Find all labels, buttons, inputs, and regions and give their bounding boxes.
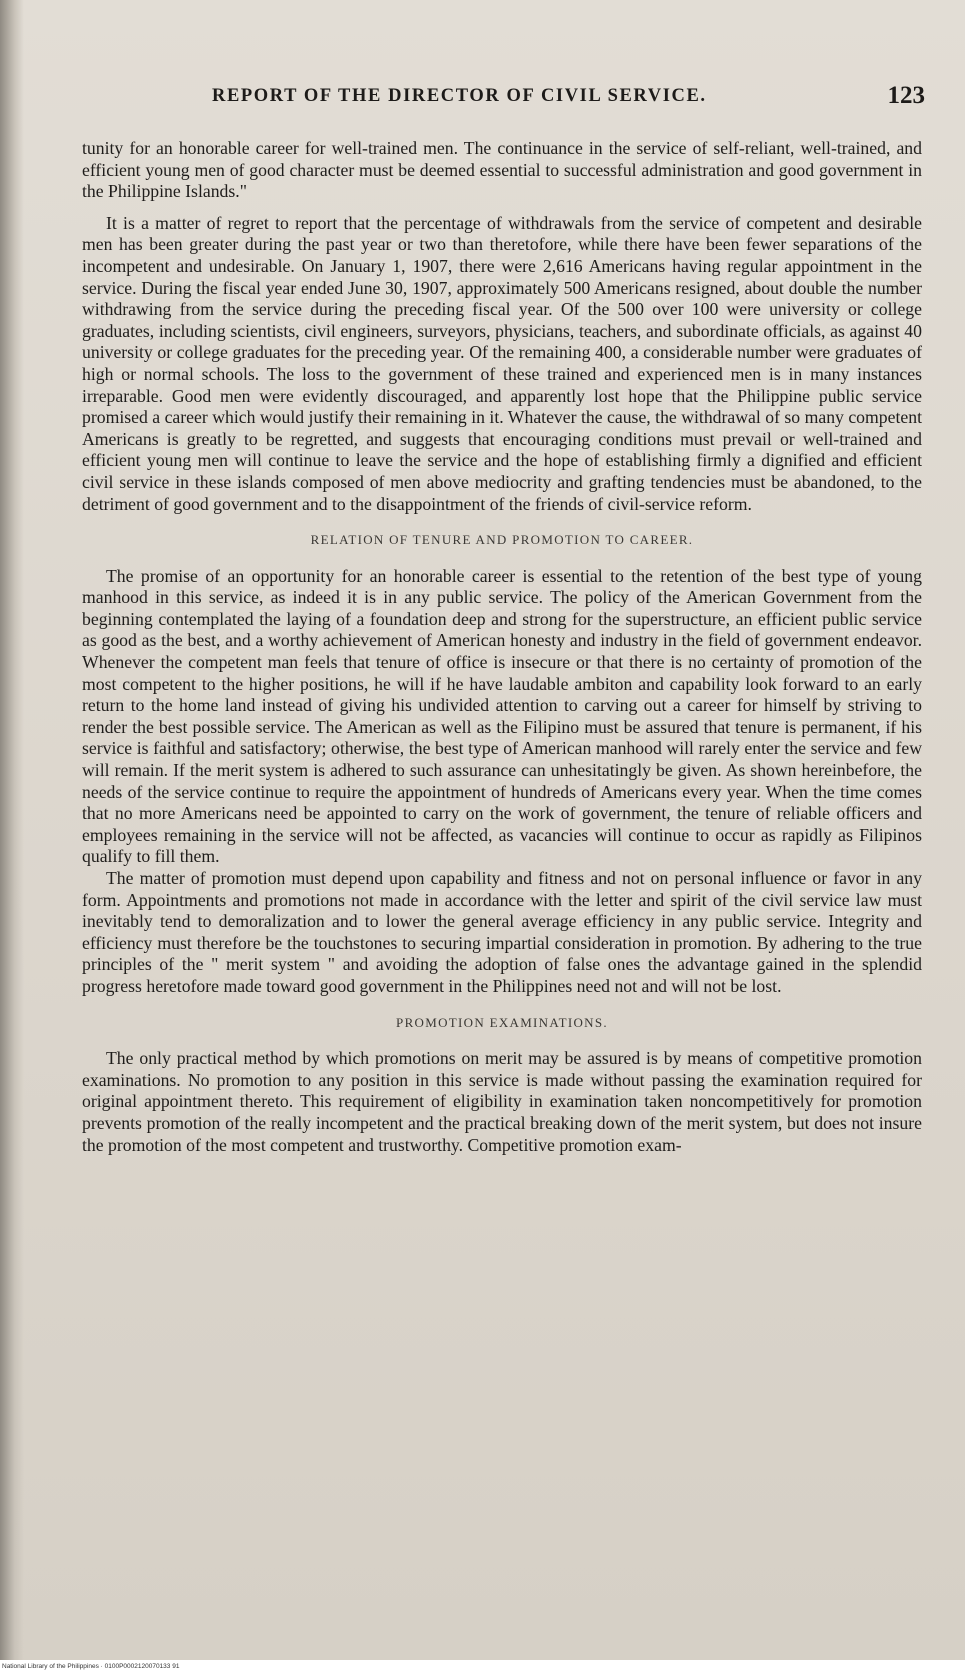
paragraph-examinations: The only practical method by which promotions on merit may be assured is by means of competitive promotion examinations. No promotion to any position in this service is made without passing the examination required for original appointment thereto. This requirement of eligibility in examination taken noncompetitively for promotion prevents promotion of the really incompetent and the practical breaking down of the merit system, but does not insure the promotion of the most competent and trustworthy. Competitive promotion exam- bbox=[82, 1048, 922, 1155]
body-text bbox=[82, 138, 922, 1156]
paragraph-continuation: tunity for an honorable career for well-trained men. The continuance in the service of self-reliant, well-trained, and efficient young men of good character must be deemed essential to successful administration and good government in the Philippine Islands." bbox=[82, 138, 922, 202]
page-number: 123 bbox=[887, 82, 925, 109]
paragraph-promise: The promise of an opportunity for an honorable career is essential to the retention of the best type of young manhood in this service, as indeed it is in any public service. The policy of the American Government from the beginning contemplated the laying of a foundation deep and strong for the superstructure, an efficient public service as good as the best, and a worthy achievement of American honesty and industry in the field of government endeavor. Whenever the competent man feels that tenure of office is insecure or that there is no certainty of promotion of the most competent to the higher positions, he will if he have laudable ambiton and capability look forward to an early return to the home land instead of giving his undivided attention to carving out a career for himself by striving to render the best possible service. The American as well as the Filipino must be assured that tenure is permanent, if his service is faithful and satisfactory; otherwise, the best type of American manhood will rarely enter the service and few will remain. If the merit system is adhered to such assurance can unhesitatingly be given. As shown hereinbefore, the needs of the service continue to require the appointment of hundreds of Americans every year. When the time comes that no more Americans need be appointed to carry on the work of government, the tenure of reliable officers and employees remaining in the service will not be affected, as vacancies will continue to occur as rapidly as Filipinos qualify to fill them. bbox=[82, 565, 922, 867]
page-header bbox=[90, 82, 925, 122]
scan-footer: National Library of the Philippines · 0100P0002120070133 91 bbox=[0, 1660, 965, 1673]
paragraph-withdrawals: It is a matter of regret to report that the percentage of withdrawals from the service of competent and desirable men has been greater during the past year or two than theretofore, while there have been fewer separations of the incompetent and undesirable. On January 1, 1907, there were 2,616 Americans having regular appointment in the service. During the fiscal year ended June 30, 1907, approximately 500 Americans resigned, about double the number withdrawing from the service during the preceding fiscal year. Of the 500 over 100 were university or college graduates, including scientists, civil engineers, surveyors, physicians, teachers, and subordinate officials, as against 40 university or college graduates for the preceding year. Of the remaining 400, a considerable number were graduates of high or normal schools. The loss to the government of these trained and experienced men is in many instances irreparable. Good men were evidently discouraged, and apparently lost hope that the Philippine public service promised a career which would justify their remaining in it. Whatever the cause, the withdrawal of so many competent Americans is greatly to be regretted, and suggests that encouraging conditions must prevail or well-trained and efficient young men will continue to leave the service and the hope of establishing firmly a dignified and efficient civil service in these islands composed of men above mediocrity and grafting tendencies must be abandoned, to the detriment of good government and to the disappointment of the friends of civil-service reform. bbox=[82, 212, 922, 514]
section-heading-examinations: PROMOTION EXAMINATIONS. bbox=[396, 1014, 608, 1030]
section-heading-tenure: RELATION OF TENURE AND PROMOTION TO CAREER. bbox=[310, 532, 694, 548]
paragraph-promotion-matter: The matter of promotion must depend upon capability and fitness and not on personal influence or favor in any form. Appointments and promotions not made in accordance with the letter and spirit of the civil service law must inevitably tend to demoralization and to lower the general average efficiency in any public service. Integrity and efficiency must therefore be the touchstones to securing impartial consideration in promotion. By adhering to the true principles of the " merit system " and avoiding the adoption of false ones the advantage gained in the splendid progress heretofore made toward good government in the Philippines need not and will not be lost. bbox=[82, 868, 922, 996]
running-head: REPORT OF THE DIRECTOR OF CIVIL SERVICE. bbox=[212, 86, 707, 106]
